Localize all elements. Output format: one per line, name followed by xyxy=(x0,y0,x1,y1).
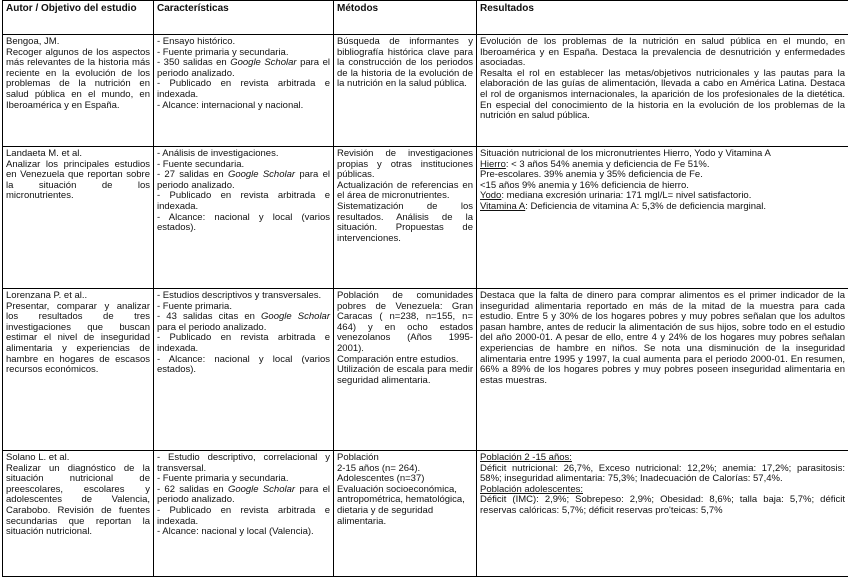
header-results: Resultados xyxy=(477,1,848,35)
study-outputs: - 350 salidas en Google Scholar para el periodo analizado. xyxy=(157,57,330,79)
study-type: - Ensayo histórico. xyxy=(157,36,236,47)
table-row xyxy=(3,147,848,289)
results-cell xyxy=(477,35,848,147)
results-cell xyxy=(477,147,848,289)
results-cell xyxy=(477,289,848,451)
scholar-name: Google Scholar xyxy=(227,169,296,181)
results-paragraph: Resalta el rol en establecer las metas/objetivos nutricionales y las pautas para la elaboración de las guías de alimentación, llevada a cabo en América Latina. Destaca el rol de organismos internacionales, la aparición de los profesionales de la dietética. En especial del conocimiento de la historia en la evolución de los problemas de la nutrición en salud pública. xyxy=(480,67,845,122)
results-iron: Hierro: < 3 años 54% anemia y deficiencia de Fe 51%. xyxy=(480,158,710,170)
results-intro: Situación nutricional de los micronutrientes Hierro, Yodo y Vitamina A xyxy=(480,148,771,159)
study-publication: - Publicado en revista arbitrada e indexada. xyxy=(157,504,330,527)
study-source: - Fuente primaria y secundaria. xyxy=(157,473,289,485)
results-paragraph: Destaca que la falta de dinero para comprar alimentos es el primer indicador de la inseguridad alimentaria reportado en más de la mitad de la muestra para cada estudio. Entre 5 y 30% de los hogares pobres y muy pobres señalan que los adultos pasan hambre, antes de reducir la alimentación de sus hijos, sobre todo en el estudio del año 2000-01. A pesar de ello, entre 4 y 24% de los hogares muy pobres señalan experiencias de hambre en niños. Se nota una disminución de la inseguridad alimentaria entre 1995 y 1997, la cual aumenta para el periodo 2000-01. En resumen, 66% a 89% de los hogares pobres y muy pobres poseen inseguridad alimentaria en estas muestras. xyxy=(480,290,845,386)
results-paragraph: Evolución de los problemas de la nutrición en salud pública en el mundo, en Iberoamérica y en España. Destaca la prevalencia de desnutrición y enfermedades asociadas. xyxy=(480,36,845,69)
results-iodine: Yodo: mediana excresión urinaria: 171 mgl/L= nivel satisfactorio. xyxy=(480,190,752,202)
methods-text: Adolescentes (n=37) xyxy=(337,473,425,485)
results-adolescents-label: Población adolescentes: xyxy=(480,483,583,495)
study-source: - Fuente secundaria. xyxy=(157,158,245,170)
scholar-name: Google Scholar xyxy=(230,57,297,69)
study-outputs: - 62 salidas en Google Scholar para el periodo analizado. xyxy=(157,483,331,506)
methods-text: Utilización de escala para medir seguridad alimentaria. xyxy=(337,364,473,386)
study-objective: Recoger algunos de los aspectos más relevantes de la historia más reciente en la evolución de los problemas de la nutrición en salud pública en el mundo, en Iberoamérica y en España. xyxy=(6,46,150,111)
characteristics-cell xyxy=(154,451,334,577)
characteristics-cell xyxy=(154,35,334,147)
results-vitamin-a: Vitamina A: Deficiencia de vitamina A: 5,3% de deficiencia marginal. xyxy=(480,200,767,212)
study-publication: - Publicado en revista arbitrada e indexada. xyxy=(157,190,330,212)
author-name: Lorenzana P. et al.. xyxy=(6,290,88,301)
methods-cell xyxy=(334,289,477,451)
results-under15: <15 años 9% anemia y 16% deficiencia de hierro. xyxy=(480,179,689,191)
scholar-name: Google Scholar xyxy=(227,483,296,495)
study-scope: - Alcance: nacional y local (varios estados). xyxy=(157,353,330,376)
table-row xyxy=(3,289,848,451)
results-cell xyxy=(477,451,848,577)
methods-text: Sistematización de los resultados. Análisis de la situación. Propuestas de intervenciones. xyxy=(337,200,473,244)
table-row xyxy=(3,35,848,147)
study-scope: - Alcance: nacional y local (varios estados). xyxy=(157,211,330,234)
author-name: Solano L. et al. xyxy=(6,452,70,463)
header-methods: Métodos xyxy=(334,1,477,35)
author-name: Bengoa, JM. xyxy=(6,36,60,47)
author-cell xyxy=(3,35,154,147)
methods-text: Búsqueda de informantes y bibliografía histórica clave para la construcción de los periodos de la historia de la evolución de la nutrición en la salud pública. xyxy=(337,36,473,90)
studies-table xyxy=(2,0,848,577)
study-scope: - Alcance: internacional y nacional. xyxy=(157,99,304,111)
study-publication: - Publicado en revista arbitrada e indexada. xyxy=(157,78,330,100)
characteristics-cell xyxy=(154,147,334,289)
results-population-label: Población 2 -15 años: xyxy=(480,452,572,463)
study-objective: Presentar, comparar y analizar los resultados de tres investigaciones que buscan estimar el nivel de inseguridad alimentaria y experiencias de hambre en hogares de escasos recursos económicos. xyxy=(6,300,150,376)
header-row xyxy=(3,1,848,35)
methods-cell xyxy=(334,35,477,147)
characteristics-cell xyxy=(154,289,334,451)
methods-cell xyxy=(334,451,477,577)
study-scope: - Alcance: nacional y local (Valencia). xyxy=(157,526,314,538)
study-outputs: - 27 salidas en Google Scholar para el periodo analizado. xyxy=(157,169,331,191)
study-outputs: - 43 salidas citas en Google Scholar para el periodo analizado. xyxy=(157,311,330,333)
scholar-name: Google Scholar xyxy=(261,311,330,323)
study-objective: Realizar un diagnóstico de la situación nutricional de preescolares, escolares y adolescentes de Valencia, Carabobo. Revisión de fuentes secundarias que reportan la situación nutricional. xyxy=(6,462,150,538)
author-cell xyxy=(3,147,154,289)
methods-text: Población xyxy=(337,452,379,463)
table-row xyxy=(3,451,848,577)
methods-text: 2-15 años (n= 264). xyxy=(337,462,421,474)
methods-text: Revisión de investigaciones propias y otras instituciones públicas. xyxy=(337,148,473,181)
study-type: - Estudio descriptivo, correlacional y transversal. xyxy=(157,452,330,474)
methods-text: Comparación entre estudios. xyxy=(337,353,459,365)
methods-text: Actualización de referencias en el área de micronutrientes. xyxy=(337,179,473,202)
author-cell xyxy=(3,451,154,577)
results-preschool: Pre-escolares. 39% anemia y 35% deficiencia de Fe. xyxy=(480,169,703,181)
study-source: - Fuente primaria. xyxy=(157,300,232,312)
methods-cell xyxy=(334,147,477,289)
author-name: Landaeta M. et al. xyxy=(6,148,83,159)
study-source: - Fuente primaria y secundaria. xyxy=(157,46,289,58)
header-author: Autor / Objetivo del estudio xyxy=(3,1,154,35)
author-cell xyxy=(3,289,154,451)
study-objective: Analizar los principales estudios en Venezuela que reportan sobre la situación de los micronutrientes. xyxy=(6,158,150,202)
study-type: - Estudios descriptivos y transversales. xyxy=(157,290,322,301)
methods-text: Evaluación socioeconómica, antropométrica, hematológica, dietaria y de seguridad alimentaria. xyxy=(337,483,465,527)
study-type: - Análisis de investigaciones. xyxy=(157,148,279,159)
study-publication: - Publicado en revista arbitrada e indexada. xyxy=(157,332,330,354)
methods-text: Población de comunidades pobres de Venezuela: Gran Caracas ( n=238, n=155, n= 464) y en ocho estados venezolanos (Años 1995- 2001). xyxy=(337,290,473,354)
results-population-text: Déficit nutricional: 26,7%, Exceso nutricional: 12,2%; anemia: 17,2%; parasitosis: 58%; inseguridad alimentaria: 75,3%; Inadecuación de Calorías: 57,4%. xyxy=(480,462,845,485)
header-characteristics: Características xyxy=(154,1,334,35)
results-adolescents-text: Déficit (IMC): 2,9%; Sobrepeso: 2,9%; Obesidad: 8,6%; talla baja: 5,7%; déficit reservas calóricas: 5,7%; déficit reservas pro'teicas: 5,7% xyxy=(480,494,845,516)
